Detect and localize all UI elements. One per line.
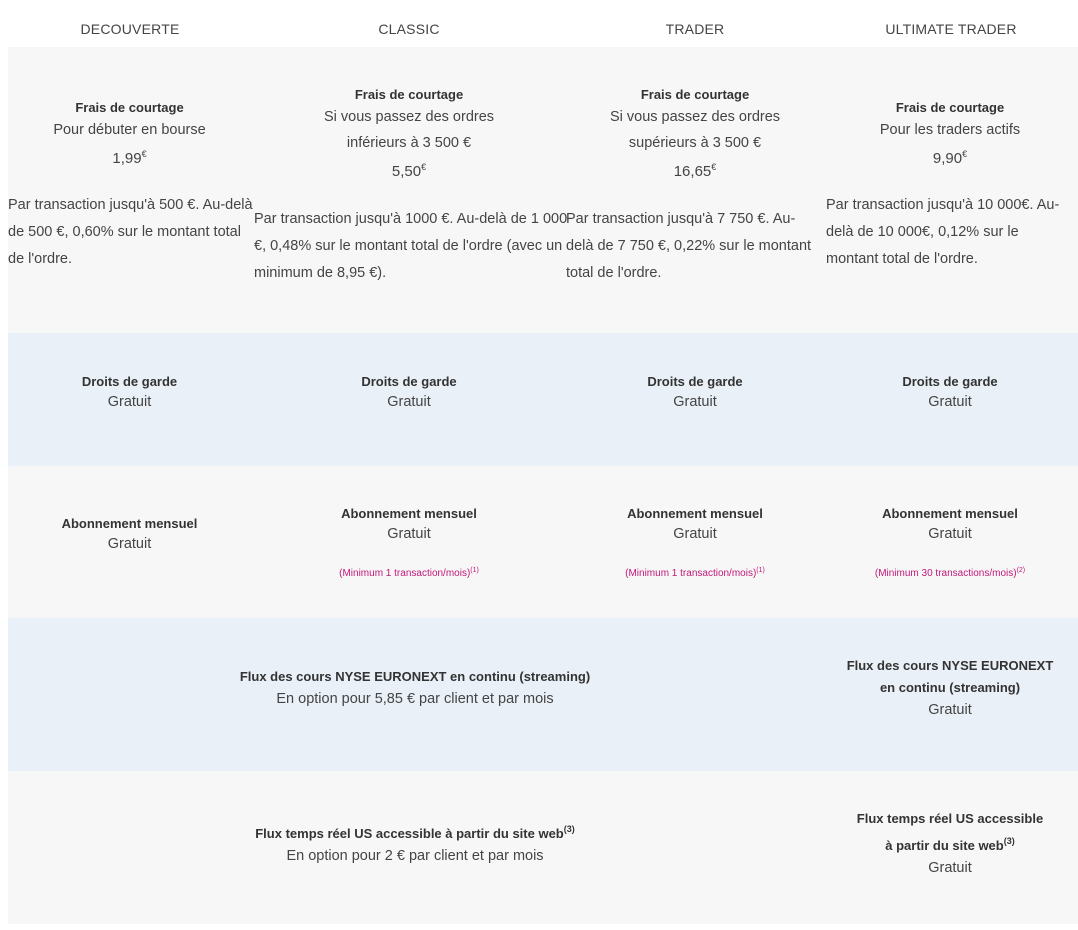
row-flux-us — [8, 771, 1078, 924]
courtage-subtitle: Si vous passez des ordres supérieurs à 3 500 € — [609, 109, 781, 151]
courtage-price — [264, 162, 554, 180]
flux-us-title — [8, 818, 822, 845]
flux-us-title-line2 — [826, 830, 1074, 857]
courtage-title: Frais de courtage — [895, 100, 1005, 115]
courtage-decouverte — [8, 97, 251, 167]
garde-trader — [550, 371, 840, 415]
garde-classic — [264, 371, 554, 415]
courtage-ultimate — [826, 97, 1074, 167]
plan-name-trader[interactable]: TRADER — [665, 21, 725, 37]
garde-value: Gratuit — [387, 394, 431, 410]
courtage-price — [826, 149, 1074, 167]
courtage-price — [8, 149, 251, 167]
footnote-ref[interactable]: (3) — [563, 824, 575, 834]
abonnement-ultimate — [826, 503, 1074, 547]
garde-title: Droits de garde — [902, 374, 998, 389]
abonnement-title: Abonnement mensuel — [341, 506, 477, 521]
courtage-desc-decouverte: Par transaction jusqu'à 500 €. Au-delà de 500 €, 0,60% sur le montant total de l'ordre. — [8, 197, 253, 267]
abonnement-note-trader — [550, 567, 840, 579]
price-currency: € — [711, 162, 717, 172]
abonnement-decouverte — [8, 513, 251, 557]
price-value: 5,50 — [391, 163, 422, 180]
garde-title: Droits de garde — [647, 374, 743, 389]
row-abonnement — [8, 466, 1078, 618]
flux-nyse-title: Flux des cours NYSE EURONEXT en continu (streaming) — [239, 669, 591, 684]
footnote-ref[interactable]: (1) — [756, 567, 765, 574]
garde-value: Gratuit — [673, 394, 717, 410]
abonnement-value: Gratuit — [673, 526, 717, 542]
garde-title: Droits de garde — [81, 374, 178, 389]
courtage-subtitle: Si vous passez des ordres inférieurs à 3 500 € — [323, 109, 495, 151]
row-frais-courtage — [8, 47, 1078, 333]
footnote-ref[interactable]: (3) — [1003, 836, 1015, 846]
courtage-desc-ultimate: Par transaction jusqu'à 10 000€. Au-delà de 10 000€, 0,12% sur le montant total de l'ordre. — [826, 197, 1060, 267]
abonnement-value: Gratuit — [387, 526, 431, 542]
row-flux-nyse — [8, 618, 1078, 771]
flux-nyse-standard — [8, 666, 822, 712]
flux-us-ultimate — [826, 808, 1074, 881]
footnote-ref[interactable]: (1) — [470, 567, 479, 574]
abonnement-trader — [550, 503, 840, 547]
flux-us-title-text: Flux temps réel US accessible à partir du site web — [255, 826, 564, 841]
price-value: 16,65 — [673, 163, 712, 180]
courtage-price — [550, 162, 840, 180]
garde-ultimate — [826, 371, 1074, 415]
abonnement-title: Abonnement mensuel — [627, 506, 763, 521]
flux-nyse-title-line2: en continu (streaming) — [879, 680, 1021, 695]
plan-name-decouverte[interactable]: DECOUVERTE — [80, 21, 180, 37]
price-currency: € — [421, 162, 427, 172]
courtage-trader — [550, 84, 840, 180]
flux-us-option: En option pour 2 € par client et par mois — [286, 848, 544, 864]
courtage-title: Frais de courtage — [640, 87, 750, 102]
plan-name-ultimate-trader[interactable]: ULTIMATE TRADER — [885, 21, 1017, 37]
abonnement-note-classic — [264, 567, 554, 579]
flux-us-title-line2-text: à partir du site web — [885, 838, 1004, 853]
garde-value: Gratuit — [928, 394, 972, 410]
abonnement-title: Abonnement mensuel — [882, 506, 1018, 521]
courtage-desc-trader: Par transaction jusqu'à 7 750 €. Au-delà de 7 750 €, 0,22% sur le montant total de l'ordre. — [566, 211, 812, 281]
courtage-subtitle: Pour les traders actifs — [879, 122, 1021, 138]
flux-us-standard — [8, 818, 822, 869]
note-text: (Minimum 1 transaction/mois) — [339, 568, 471, 579]
abonnement-classic — [264, 503, 554, 547]
abonnement-value: Gratuit — [928, 526, 972, 542]
flux-us-title-line1: Flux temps réel US accessible — [856, 811, 1044, 826]
courtage-classic — [264, 84, 554, 180]
abonnement-value: Gratuit — [107, 536, 152, 552]
note-text: (Minimum 1 transaction/mois) — [625, 568, 757, 579]
garde-decouverte — [8, 371, 251, 415]
flux-nyse-option: En option pour 5,85 € par client et par mois — [276, 691, 554, 707]
flux-us-value: Gratuit — [928, 860, 972, 876]
price-value: 1,99 — [112, 150, 142, 167]
price-currency: € — [141, 149, 147, 159]
plan-header — [0, 0, 1078, 47]
price-value: 9,90 — [932, 150, 963, 167]
row-droits-garde — [8, 333, 1078, 466]
footnote-ref[interactable]: (2) — [1016, 567, 1026, 574]
price-currency: € — [962, 149, 968, 159]
flux-nyse-ultimate — [826, 655, 1074, 723]
flux-nyse-title-line1: Flux des cours NYSE EURONEXT — [846, 658, 1054, 673]
courtage-subtitle: Pour débuter en bourse — [53, 122, 206, 138]
courtage-title: Frais de courtage — [354, 87, 464, 102]
note-text: (Minimum 30 transactions/mois) — [874, 568, 1017, 579]
courtage-desc-classic: Par transaction jusqu'à 1000 €. Au-delà de 1 000 €, 0,48% sur le montant total de l'ordre (avec un minimum de 8,95 €). — [254, 211, 568, 281]
abonnement-title: Abonnement mensuel — [61, 516, 198, 531]
plan-name-classic[interactable]: CLASSIC — [378, 21, 440, 37]
garde-title: Droits de garde — [361, 374, 457, 389]
courtage-title: Frais de courtage — [75, 100, 184, 115]
abonnement-note-ultimate — [826, 567, 1074, 579]
garde-value: Gratuit — [107, 394, 152, 410]
flux-nyse-value: Gratuit — [928, 702, 972, 718]
